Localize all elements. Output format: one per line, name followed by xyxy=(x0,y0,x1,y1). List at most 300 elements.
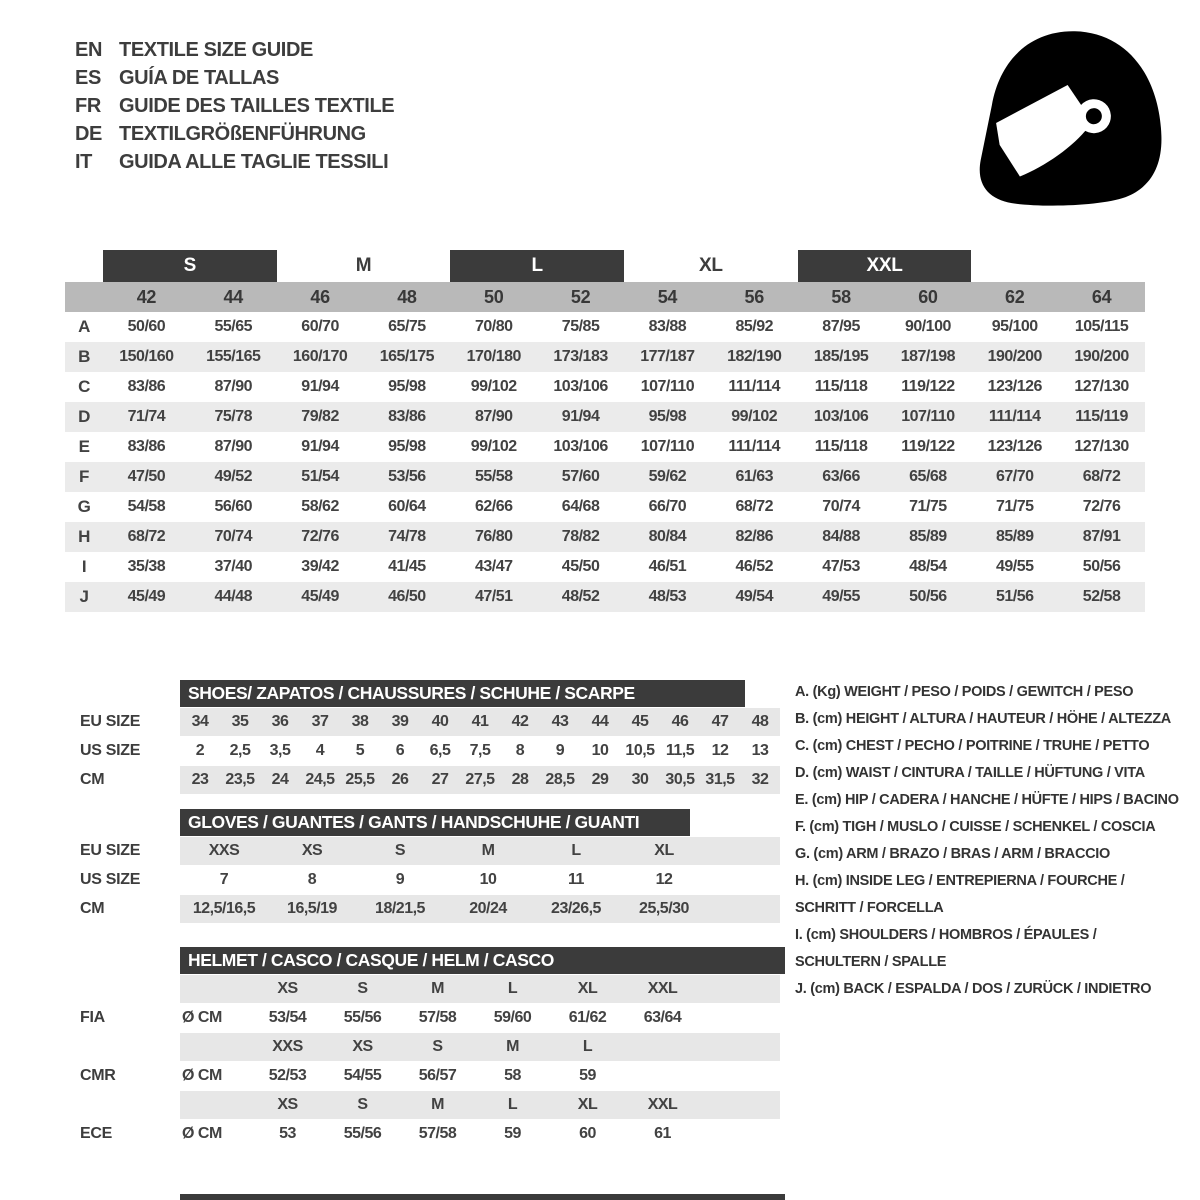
size-value: 9 xyxy=(395,871,405,888)
row-letter: J xyxy=(79,587,89,606)
row-label: CM xyxy=(80,900,105,917)
measure-value: 182/190 xyxy=(727,348,782,365)
language-label: TEXTILE SIZE GUIDE xyxy=(119,39,313,61)
measure-row xyxy=(65,432,1145,462)
size-value: 7 xyxy=(219,871,229,888)
measure-value: 51/56 xyxy=(995,588,1034,605)
measure-value: 103/106 xyxy=(553,438,608,455)
numeric-size: 60 xyxy=(918,286,938,307)
shoes-section xyxy=(65,680,780,795)
size-group-M: M xyxy=(355,255,372,276)
helmet-value: 59 xyxy=(579,1067,596,1084)
size-value: 20/24 xyxy=(469,900,507,917)
measure-value: 60/70 xyxy=(301,318,339,335)
measure-value: 150/160 xyxy=(119,348,174,365)
measure-value: 62/66 xyxy=(474,498,513,515)
measure-value: 75/85 xyxy=(561,318,600,335)
row-label: CM xyxy=(80,771,105,788)
helmet-value: 63/64 xyxy=(643,1009,682,1026)
measure-value: 67/70 xyxy=(995,468,1034,485)
row-label: EU SIZE xyxy=(80,713,141,730)
shoes-row xyxy=(65,766,780,794)
size-value: 10 xyxy=(479,871,497,888)
measure-row xyxy=(65,462,1145,492)
unit-spacer xyxy=(180,1033,250,1061)
measure-value: 45/49 xyxy=(127,588,166,605)
size-value: 36 xyxy=(271,713,289,730)
measure-value: 107/110 xyxy=(640,378,695,395)
size-value: 11,5 xyxy=(665,742,695,759)
size-value: 27 xyxy=(431,771,449,788)
measure-row xyxy=(65,342,1145,372)
measure-value: 56/60 xyxy=(214,498,253,515)
measure-value: 115/119 xyxy=(1075,408,1128,425)
measure-value: 103/106 xyxy=(553,378,608,395)
size-value: 18/21,5 xyxy=(375,900,425,917)
measure-value: 72/76 xyxy=(1082,498,1121,515)
size-value: 11 xyxy=(568,871,584,888)
measure-value: 60/64 xyxy=(388,498,426,515)
helmet-value: 54/55 xyxy=(343,1067,382,1084)
measure-value: 52/58 xyxy=(1082,588,1121,605)
helmet-size-label: XXL xyxy=(647,1096,678,1113)
size-value: 48 xyxy=(751,713,769,730)
measure-value: 55/65 xyxy=(214,318,253,335)
measure-value: 68/72 xyxy=(735,498,774,515)
legend-item: E. (cm) HIP / CADERA / HANCHE / HÜFTE / HIPS / BACINO xyxy=(795,792,1179,808)
measure-value: 46/52 xyxy=(735,558,774,575)
row-label: EU SIZE xyxy=(80,842,141,859)
measure-value: 71/74 xyxy=(127,408,166,425)
row-label: US SIZE xyxy=(80,742,141,759)
size-value: 31,5 xyxy=(705,771,735,788)
size-value: 44 xyxy=(591,713,609,730)
size-value: 47 xyxy=(711,713,729,730)
gloves-values xyxy=(180,866,780,894)
measure-value: 83/86 xyxy=(127,438,166,455)
size-value: XL xyxy=(654,842,674,859)
size-value: XS xyxy=(301,842,323,859)
helmet-sizes xyxy=(180,1033,780,1061)
measure-value: 87/90 xyxy=(214,378,253,395)
measure-value: 58/62 xyxy=(301,498,339,515)
measure-value: 107/110 xyxy=(640,438,695,455)
measure-value: 39/42 xyxy=(301,558,339,575)
helmet-rows xyxy=(65,975,785,1148)
size-value: 45 xyxy=(631,713,649,730)
gloves-row xyxy=(65,837,780,865)
measure-value: 170/180 xyxy=(466,348,521,365)
size-group-row xyxy=(65,250,1145,282)
numeric-size-row xyxy=(65,282,1145,312)
measure-value: 59/62 xyxy=(648,468,687,485)
measure-value: 127/130 xyxy=(1074,378,1129,395)
size-value: S xyxy=(394,842,406,859)
helmet-size-label: S xyxy=(432,1038,443,1055)
unit-spacer xyxy=(180,1091,250,1119)
helmet-value: 61/62 xyxy=(568,1009,607,1026)
size-value: 3,5 xyxy=(269,742,291,759)
measure-value: 48/54 xyxy=(909,558,947,575)
measure-value: 80/84 xyxy=(648,528,687,545)
language-code: IT xyxy=(75,151,92,173)
size-value: 30 xyxy=(631,771,649,788)
measure-value: 51/54 xyxy=(301,468,339,485)
language-label: GUIDA ALLE TAGLIE TESSILI xyxy=(119,151,389,173)
measure-value: 68/72 xyxy=(127,528,166,545)
measure-value: 87/91 xyxy=(1082,528,1121,545)
numeric-size: 44 xyxy=(223,286,243,307)
helmet-value: 57/58 xyxy=(418,1125,457,1142)
row-letter: F xyxy=(79,467,89,486)
size-value: 2,5 xyxy=(229,742,251,759)
measure-value: 71/75 xyxy=(995,498,1034,515)
helmet-sizes xyxy=(180,975,780,1003)
measure-row xyxy=(65,492,1145,522)
numeric-size: 50 xyxy=(484,286,504,307)
size-value: XXS xyxy=(208,842,240,859)
helmet-size-band xyxy=(65,1091,785,1119)
measure-value: 43/47 xyxy=(474,558,513,575)
measure-value: 49/55 xyxy=(822,588,860,605)
row-label xyxy=(65,1033,180,1061)
measure-value: 115/118 xyxy=(814,378,868,395)
measure-value: 83/86 xyxy=(127,378,166,395)
measure-value: 95/98 xyxy=(648,408,687,425)
helmet-data-row xyxy=(65,1062,785,1090)
corner-cell xyxy=(65,282,103,312)
row-letter: E xyxy=(78,437,90,456)
measure-value: 91/94 xyxy=(561,408,600,425)
measure-value: 45/50 xyxy=(561,558,600,575)
measure-value: 177/187 xyxy=(640,348,695,365)
measure-value: 190/200 xyxy=(987,348,1042,365)
gloves-row xyxy=(65,866,780,894)
size-value: 13 xyxy=(751,742,769,759)
measure-value: 37/40 xyxy=(214,558,253,575)
size-value: 12,5/16,5 xyxy=(192,900,256,917)
size-value: 39 xyxy=(391,713,409,730)
language-list xyxy=(75,36,394,176)
size-value: 9 xyxy=(555,742,565,759)
size-value: 34 xyxy=(191,713,209,730)
measure-value: 119/122 xyxy=(901,378,955,395)
language-row xyxy=(75,36,394,64)
helmet-value: 53/54 xyxy=(268,1009,307,1026)
measure-value: 99/102 xyxy=(731,408,778,425)
measure-value: 84/88 xyxy=(822,528,860,545)
legend-item: H. (cm) INSIDE LEG / ENTREPIERNA / FOURCHE / SCHRITT / FORCELLA xyxy=(795,873,1125,916)
size-value: 23 xyxy=(191,771,209,788)
size-value: 23/26,5 xyxy=(551,900,601,917)
size-value: 46 xyxy=(671,713,689,730)
helmet-size-label: XXS xyxy=(272,1038,303,1055)
helmet-value: 56/57 xyxy=(418,1067,457,1084)
helmet-size-label: XXL xyxy=(647,980,678,997)
unit-spacer xyxy=(180,975,250,1003)
measure-value: 99/102 xyxy=(470,378,517,395)
measure-value: 111/114 xyxy=(988,408,1041,425)
gloves-rows xyxy=(65,837,780,923)
measure-value: 41/45 xyxy=(388,558,426,575)
measure-value: 85/89 xyxy=(995,528,1034,545)
size-value: 8 xyxy=(515,742,525,759)
size-value: 26 xyxy=(391,771,409,788)
gloves-values xyxy=(180,837,780,865)
numeric-size: 62 xyxy=(1005,286,1025,307)
row-label xyxy=(65,975,180,1003)
helmet-size-label: L xyxy=(507,980,518,997)
measure-value: 46/51 xyxy=(648,558,687,575)
numeric-size: 52 xyxy=(570,286,591,307)
helmet-section xyxy=(65,947,785,1149)
size-group-L: L xyxy=(450,250,624,282)
measure-row xyxy=(65,402,1145,432)
legend xyxy=(795,679,1183,1003)
helmet-value: 60 xyxy=(579,1125,596,1142)
measure-value: 187/198 xyxy=(900,348,956,365)
size-value: 12 xyxy=(711,742,729,759)
standard-label: FIA xyxy=(80,1009,105,1026)
measure-value: 85/92 xyxy=(735,318,774,335)
helmet-values xyxy=(180,1120,780,1148)
numeric-size: 46 xyxy=(310,286,330,307)
row-letter: A xyxy=(78,317,90,336)
size-value: M xyxy=(481,842,495,859)
measure-value: 75/78 xyxy=(214,408,253,425)
size-value: 10,5 xyxy=(625,742,655,759)
row-label xyxy=(65,1091,180,1119)
size-value: 28,5 xyxy=(545,771,575,788)
measure-value: 53/56 xyxy=(388,468,426,485)
size-group-XXL: XXL xyxy=(798,250,972,282)
helmet-value: 52/53 xyxy=(268,1067,307,1084)
numeric-size: 54 xyxy=(657,286,678,307)
measure-value: 70/74 xyxy=(214,528,253,545)
shoes-row xyxy=(65,737,780,765)
numeric-size: 58 xyxy=(831,286,851,307)
size-value: 25,5/30 xyxy=(639,900,689,917)
legend-item: F. (cm) TIGH / MUSLO / CUISSE / SCHENKEL / COSCIA xyxy=(795,819,1156,835)
measure-row xyxy=(65,312,1145,342)
measure-value: 185/195 xyxy=(813,348,869,365)
size-value: 12 xyxy=(655,871,673,888)
helmet-size-label: L xyxy=(582,1038,593,1055)
size-value: 5 xyxy=(355,742,365,759)
measure-value: 111/114 xyxy=(728,438,781,455)
measure-value: 49/52 xyxy=(214,468,253,485)
measure-value: 66/70 xyxy=(648,498,687,515)
measure-value: 107/110 xyxy=(901,408,955,425)
measure-value: 155/165 xyxy=(206,348,261,365)
measure-value: 90/100 xyxy=(904,318,951,335)
measure-value: 50/60 xyxy=(127,318,166,335)
helmet-value: 61 xyxy=(654,1125,671,1142)
measure-value: 76/80 xyxy=(474,528,513,545)
helmet-size-label: S xyxy=(357,1096,368,1113)
size-value: 35 xyxy=(231,713,249,730)
legend-item: B. (cm) HEIGHT / ALTURA / HAUTEUR / HÖHE / ALTEZZA xyxy=(795,711,1171,727)
measure-value: 74/78 xyxy=(388,528,426,545)
size-value: 43 xyxy=(551,713,569,730)
size-group-S: S xyxy=(103,250,277,282)
size-value: 42 xyxy=(511,713,529,730)
helmet-data-row xyxy=(65,1120,785,1148)
size-value: 30,5 xyxy=(665,771,695,788)
helmet-size-label: M xyxy=(431,1096,444,1113)
measure-value: 91/94 xyxy=(301,438,339,455)
helmet-values xyxy=(180,1062,780,1090)
shoes-row xyxy=(65,708,780,736)
standard-label: CMR xyxy=(80,1067,116,1084)
helmet-data-row xyxy=(65,1004,785,1032)
measure-value: 82/86 xyxy=(735,528,774,545)
numeric-size: 64 xyxy=(1091,286,1112,307)
legend-item: A. (Kg) WEIGHT / PESO / POIDS / GEWITCH / PESO xyxy=(795,684,1134,700)
main-table-body xyxy=(65,312,1145,612)
size-value: 2 xyxy=(195,742,205,759)
numeric-size: 56 xyxy=(744,286,764,307)
measure-value: 57/60 xyxy=(561,468,600,485)
size-value: 41 xyxy=(471,713,489,730)
size-value: 40 xyxy=(431,713,449,730)
measure-value: 49/55 xyxy=(995,558,1034,575)
shoes-section-title: SHOES/ ZAPATOS / CHAUSSURES / SCHUHE / SCARPE xyxy=(180,680,745,707)
measure-value: 65/75 xyxy=(388,318,426,335)
helmet-size-label: XL xyxy=(577,1096,598,1113)
measure-value: 46/50 xyxy=(388,588,426,605)
measure-value: 70/74 xyxy=(822,498,860,515)
standard-label: ECE xyxy=(80,1125,112,1142)
size-value: 28 xyxy=(511,771,529,788)
measure-value: 61/63 xyxy=(735,468,774,485)
language-label: TEXTILGRÖßENFÜHRUNG xyxy=(119,123,366,145)
measure-value: 95/100 xyxy=(991,318,1038,335)
row-label: US SIZE xyxy=(80,871,141,888)
gloves-values xyxy=(180,895,780,923)
measure-value: 165/175 xyxy=(379,348,435,365)
measure-value: 50/56 xyxy=(1082,558,1121,575)
shoes-values xyxy=(180,737,780,765)
measure-value: 115/118 xyxy=(814,438,868,455)
measure-value: 119/122 xyxy=(901,438,955,455)
size-value: 16,5/19 xyxy=(287,900,337,917)
measure-value: 72/76 xyxy=(301,528,339,545)
measure-value: 160/170 xyxy=(292,348,348,365)
measure-value: 123/126 xyxy=(987,438,1042,455)
language-code: DE xyxy=(75,123,102,145)
measure-value: 123/126 xyxy=(987,378,1042,395)
shoes-values xyxy=(180,766,780,794)
helmet-value: 59 xyxy=(504,1125,521,1142)
row-letter: B xyxy=(78,347,90,366)
helmet-size-label: XS xyxy=(352,1038,373,1055)
unit-label: Ø CM xyxy=(182,1125,222,1142)
measure-value: 55/58 xyxy=(474,468,513,485)
measure-value: 50/56 xyxy=(909,588,947,605)
helmet-value: 53 xyxy=(279,1125,296,1142)
measure-value: 79/82 xyxy=(301,408,339,425)
size-value: 6,5 xyxy=(429,742,451,759)
measure-value: 95/98 xyxy=(388,438,426,455)
legend-item: I. (cm) SHOULDERS / HOMBROS / ÉPAULES / SCHULTERN / SPALLE xyxy=(795,927,1097,970)
measure-value: 71/75 xyxy=(909,498,947,515)
gloves-section xyxy=(65,809,780,924)
measure-value: 103/106 xyxy=(813,408,869,425)
numeric-size: 48 xyxy=(397,286,417,307)
measure-value: 47/51 xyxy=(474,588,513,605)
language-code: ES xyxy=(75,67,101,89)
helmet-size-label: XS xyxy=(277,980,298,997)
size-value: 24,5 xyxy=(305,771,335,788)
size-value: 4 xyxy=(315,742,325,759)
legend-item: J. (cm) BACK / ESPALDA / DOS / ZURÜCK / INDIETRO xyxy=(795,981,1152,997)
language-code: EN xyxy=(75,39,102,61)
size-value: 37 xyxy=(311,713,329,730)
measure-value: 87/95 xyxy=(822,318,860,335)
measure-value: 35/38 xyxy=(127,558,166,575)
numeric-size: 42 xyxy=(136,286,157,307)
measure-value: 48/53 xyxy=(648,588,687,605)
size-value: 10 xyxy=(591,742,609,759)
measure-value: 127/130 xyxy=(1074,438,1129,455)
language-label: GUIDE DES TAILLES TEXTILE xyxy=(119,95,395,117)
shoes-rows xyxy=(65,708,780,794)
helmet-size-label: S xyxy=(357,980,368,997)
size-value: 7,5 xyxy=(469,742,491,759)
language-label: GUÍA DE TALLAS xyxy=(119,67,279,89)
measure-value: 95/98 xyxy=(388,378,426,395)
helmet-section-title: HELMET / CASCO / CASQUE / HELM / CASCO xyxy=(180,947,785,974)
language-row xyxy=(75,92,394,120)
legend-item: D. (cm) WAIST / CINTURA / TAILLE / HÜFTUNG / VITA xyxy=(795,765,1145,781)
size-value: 24 xyxy=(271,771,289,788)
size-value: 32 xyxy=(751,771,769,788)
measure-value: 65/68 xyxy=(909,468,947,485)
measure-value: 111/114 xyxy=(728,378,781,395)
measure-value: 99/102 xyxy=(470,438,517,455)
helmet-size-band xyxy=(65,975,785,1003)
measure-value: 85/89 xyxy=(909,528,947,545)
legend-item: C. (cm) CHEST / PECHO / POITRINE / TRUHE / PETTO xyxy=(795,738,1150,754)
row-letter: D xyxy=(78,407,90,426)
measure-value: 83/86 xyxy=(388,408,426,425)
measure-value: 87/90 xyxy=(214,438,253,455)
helmet-size-label: XS xyxy=(277,1096,298,1113)
measure-value: 78/82 xyxy=(561,528,600,545)
language-row xyxy=(75,64,394,92)
helmet-value: 57/58 xyxy=(418,1009,457,1026)
helmet-value: 55/56 xyxy=(343,1125,382,1142)
row-letter: H xyxy=(78,527,90,546)
row-letter: G xyxy=(77,497,91,516)
measure-value: 70/80 xyxy=(474,318,513,335)
measure-value: 54/58 xyxy=(127,498,166,515)
size-value: L xyxy=(571,842,581,859)
helmet-values xyxy=(180,1004,780,1032)
helmet-size-band xyxy=(65,1033,785,1061)
helmet-sizes xyxy=(180,1091,780,1119)
measure-value: 47/50 xyxy=(127,468,166,485)
measure-value: 47/53 xyxy=(822,558,860,575)
size-value: 25,5 xyxy=(345,771,375,788)
racing-helmet-icon xyxy=(968,24,1168,214)
size-value: 8 xyxy=(307,871,317,888)
measure-value: 190/200 xyxy=(1074,348,1129,365)
measure-value: 87/90 xyxy=(474,408,513,425)
measure-value: 48/52 xyxy=(561,588,600,605)
measure-value: 63/66 xyxy=(822,468,860,485)
